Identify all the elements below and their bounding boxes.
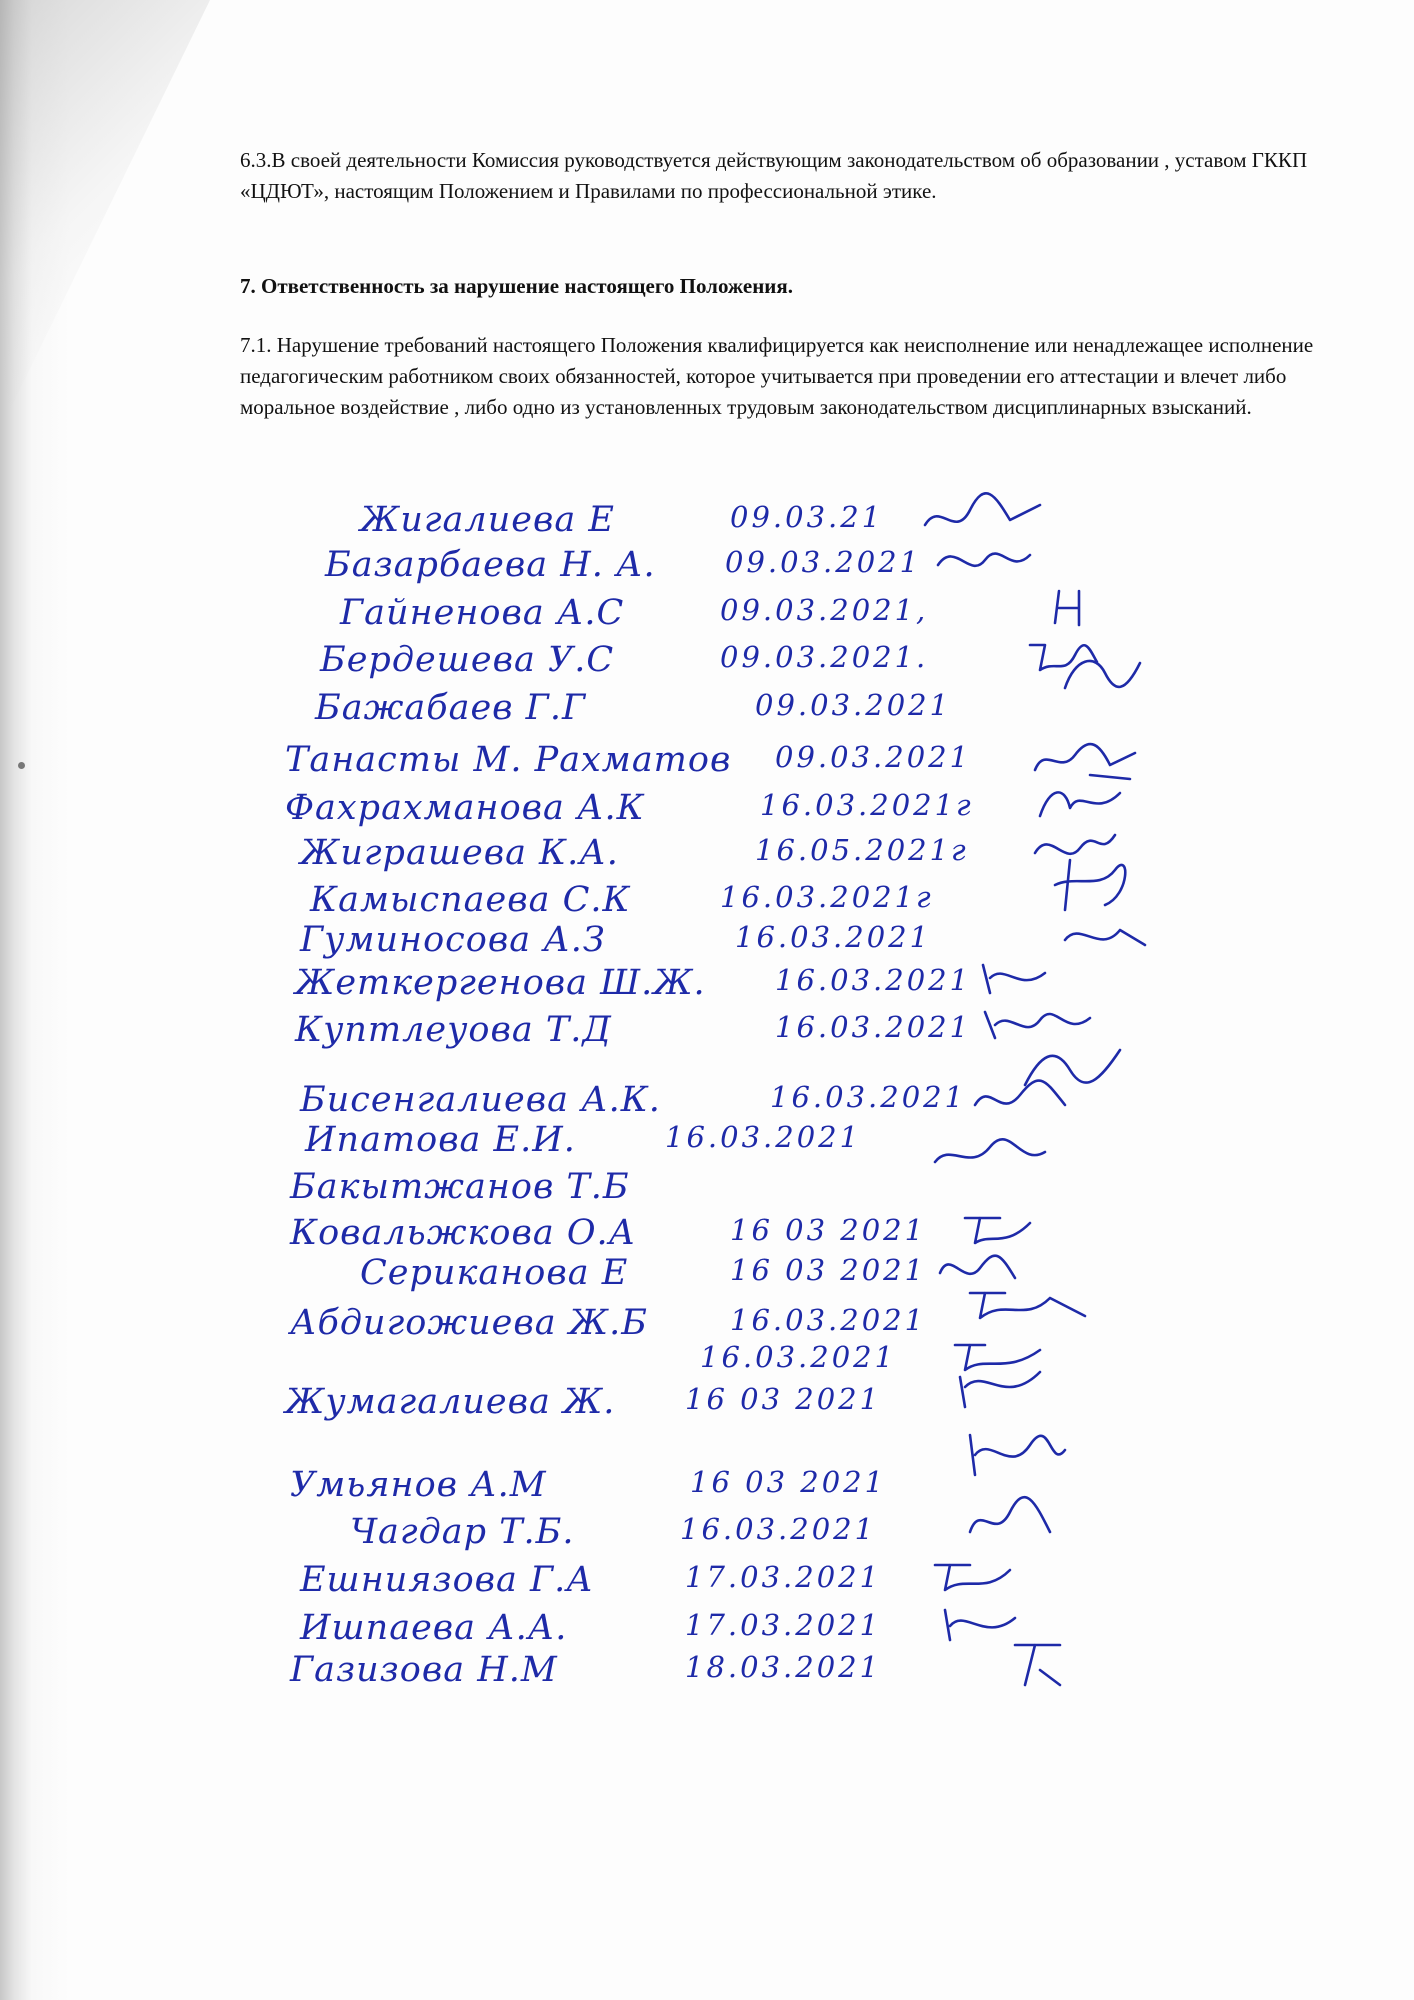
signature-date: 16.03.2021 <box>700 1340 897 1374</box>
signer-name: Гайненова А.С <box>340 593 625 633</box>
signer-name: Чагдар Т.Б. <box>350 1512 575 1552</box>
signer-name: Ипатова Е.И. <box>305 1120 576 1160</box>
paragraph-6-3-text: 6.3.В своей деятельности Комиссия руководствуется действующим законодательством об образовании , уставом ГККП «ЦДЮТ», настоящим Положением и Правилами по профессиональной этике. <box>240 148 1308 203</box>
handwritten-signature <box>1060 910 1150 965</box>
signature-date: 16.03.2021 <box>775 1010 972 1044</box>
signature-date: 16.03.2021 <box>735 920 932 954</box>
signature-date: 16.03.2021 <box>665 1120 862 1154</box>
signer-name: Бажабаев Г.Г <box>315 688 587 728</box>
handwritten-signature <box>930 1132 1050 1182</box>
signer-name: Жеткергенова Ш.Ж. <box>295 963 706 1003</box>
handwritten-signature <box>950 1357 1050 1417</box>
handwritten-signature <box>1055 648 1145 703</box>
signature-date: 17.03.2021 <box>685 1560 882 1594</box>
signature-date: 09.03.21 <box>730 500 884 534</box>
signer-name: Танасты М. Рахматов <box>285 740 732 780</box>
signer-name: Фахрахманова А.К <box>285 788 645 828</box>
handwritten-signature <box>1035 778 1125 828</box>
handwritten-signature <box>1005 1630 1075 1690</box>
signature-date: 16.03.2021 <box>770 1080 967 1114</box>
handwritten-signature <box>965 1070 1075 1130</box>
signer-name: Ковальжкова О.А <box>290 1213 637 1253</box>
handwritten-signature <box>975 953 1055 1003</box>
handwritten-signature <box>960 1492 1060 1547</box>
signer-name: Сериканова Е <box>360 1253 629 1293</box>
signer-name: Камыспаева С.К <box>310 880 631 920</box>
signature-date: 09.03.2021, <box>720 593 929 627</box>
signature-date: 09.03.2021 <box>725 545 922 579</box>
signer-name: Бакытжанов Т.Б <box>290 1167 630 1207</box>
signature-date: 16.05.2021г <box>755 833 969 867</box>
handwritten-signature <box>930 535 1040 585</box>
signer-name: Жигалиева Е <box>360 500 615 540</box>
handwritten-signature <box>930 1550 1020 1600</box>
signature-date: 16 03 2021 <box>690 1465 887 1499</box>
signature-date: 16.03.2021 <box>775 963 972 997</box>
signer-name: Бердешева У.С <box>320 640 615 680</box>
signature-date: 16.03.2021 <box>730 1303 927 1337</box>
signer-name: Газизова Н.М <box>290 1650 558 1690</box>
signer-name: Жиграшева К.А. <box>300 833 619 873</box>
section-7-heading: 7. Ответственность за нарушение настоящего Положения. <box>240 274 794 298</box>
signer-name: Бисенгалиева А.К. <box>300 1080 661 1120</box>
signature-date: 16.03.2021г <box>720 880 934 914</box>
handwritten-signature <box>965 1278 1095 1328</box>
signer-name: Абдигожиева Ж.Б <box>290 1303 648 1343</box>
signature-date: 09.03.2021. <box>720 640 929 674</box>
handwritten-signature <box>1045 583 1105 633</box>
signer-name: Базарбаева Н. А. <box>325 545 656 585</box>
paragraph-7-1-text: 7.1. Нарушение требований настоящего Положения квалифицируется как неисполнение или ненадлежащее исполнение педагогическим работником своих обязанностей, которое учитывается при проведении его аттестации и влечет либо моральное воздействие , либо одно из установленных трудовым законодательством дисциплинарных взысканий. <box>240 333 1314 419</box>
signature-date: 16 03 2021 <box>730 1213 927 1247</box>
signature-date: 09.03.2021 <box>755 688 952 722</box>
signature-date: 16.03.2021г <box>760 788 974 822</box>
signer-name: Гуминосова А.З <box>300 920 606 960</box>
signer-name: Куптлеуова Т.Д <box>295 1010 612 1050</box>
signature-date: 16 03 2021 <box>685 1382 882 1416</box>
signature-date: 16.03.2021 <box>680 1512 877 1546</box>
signature-date: 09.03.2021 <box>775 740 972 774</box>
signer-name: Ишпаева А.А. <box>300 1608 568 1648</box>
signature-date: 16 03 2021 <box>730 1253 927 1287</box>
signer-name: Жумагалиева Ж. <box>285 1382 616 1422</box>
signature-date: 17.03.2021 <box>685 1608 882 1642</box>
handwritten-signature <box>960 1425 1070 1485</box>
signer-name: Умьянов А.М <box>290 1465 547 1505</box>
signature-date: 18.03.2021 <box>685 1650 882 1684</box>
signer-name: Ешниязова Г.А <box>300 1560 594 1600</box>
